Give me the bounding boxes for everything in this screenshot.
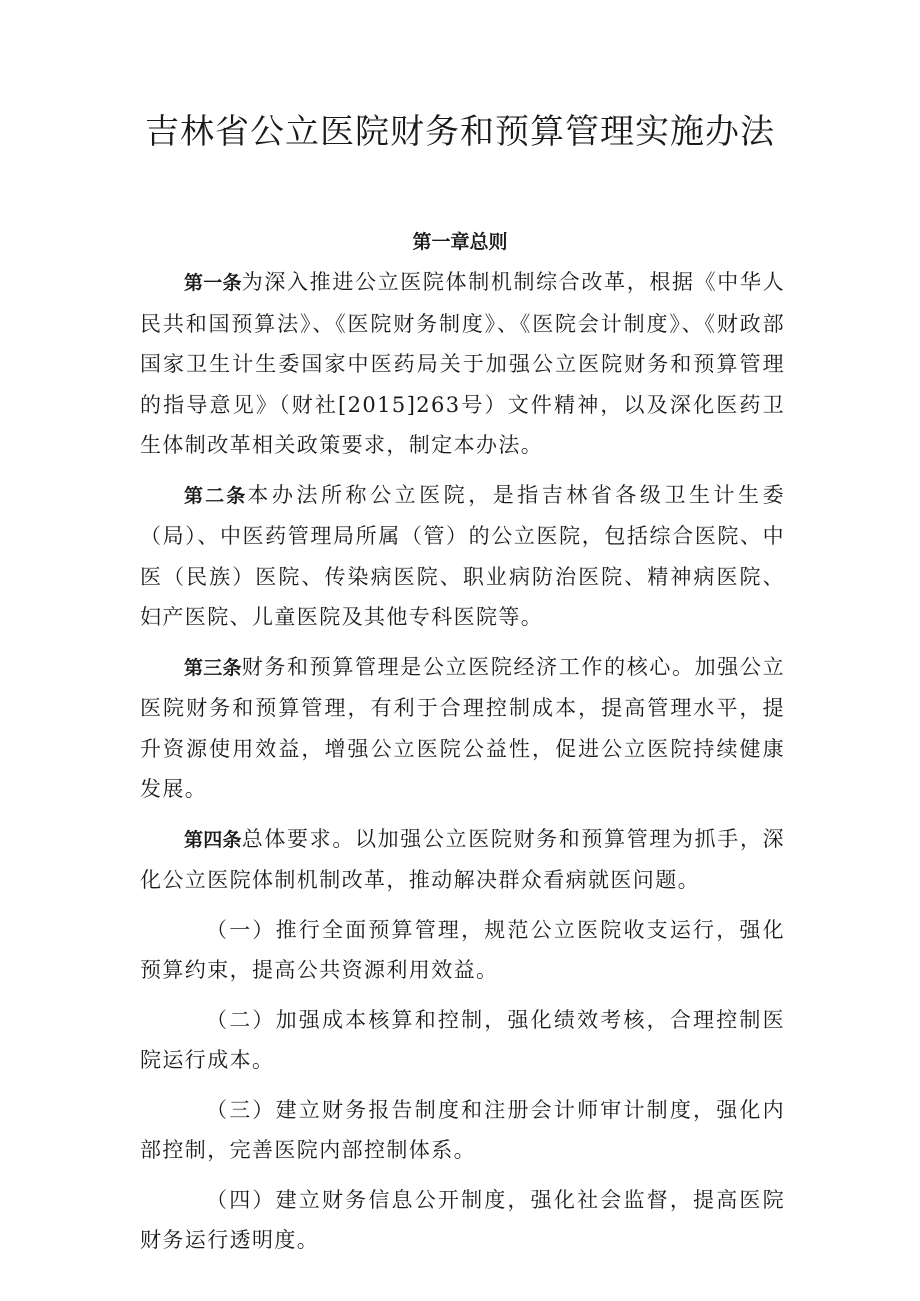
article-text: 为深入推进公立医院体制机制综合改革，根据《中华人民共和国预算法》、《医院财务制度》、《医院会计制度》、《财政部国家卫生计生委国家中医药局关于加强公立医院财务和预算管理的指导意见》（财社[2015]263号）文件精神，以及深化医药卫生体制改革相关政策要求，制定本办法。	[140, 270, 785, 457]
list-item: （四）建立财务信息公开制度，强化社会监督，提高医院财务运行透明度。	[140, 1187, 785, 1252]
article-label: 第四条	[184, 828, 242, 851]
article-text: 财务和预算管理是公立医院经济工作的核心。加强公立医院财务和预算管理，有利于合理控制成本，提高管理水平，提升资源使用效益，增强公立医院公益性，促进公立医院持续健康发展。	[140, 654, 785, 801]
list-item: （一）推行全面预算管理，规范公立医院收支运行，强化预算约束，提高公共资源利用效益。	[140, 917, 785, 982]
article-3	[140, 647, 785, 810]
document-title: 吉林省公立医院财务和预算管理实施办法	[145, 112, 775, 152]
list-item: （二）加强成本核算和控制，强化绩效考核，合理控制医院运行成本。	[140, 1007, 785, 1072]
document-body	[140, 262, 785, 1261]
article-text: 本办法所称公立医院，是指吉林省各级卫生计生委（局）、中医药管理局所属（管）的公立医院，包括综合医院、中医（民族）医院、传染病医院、职业病防治医院、精神病医院、妇产医院、儿童医院及其他专科医院等。	[140, 482, 785, 629]
article-label: 第三条	[184, 656, 242, 679]
article-1	[140, 262, 785, 466]
chapter-heading: 第一章总则	[412, 231, 508, 253]
article-4	[140, 819, 785, 901]
article-text: 总体要求。以加强公立医院财务和预算管理为抓手，深化公立医院体制机制改革，推动解决群众看病就医问题。	[140, 826, 785, 892]
article-label: 第二条	[184, 484, 248, 507]
list-item: （三）建立财务报告制度和注册会计师审计制度，强化内部控制，完善医院内部控制体系。	[140, 1097, 785, 1162]
article-2	[140, 475, 785, 638]
article-label: 第一条	[184, 272, 242, 294]
